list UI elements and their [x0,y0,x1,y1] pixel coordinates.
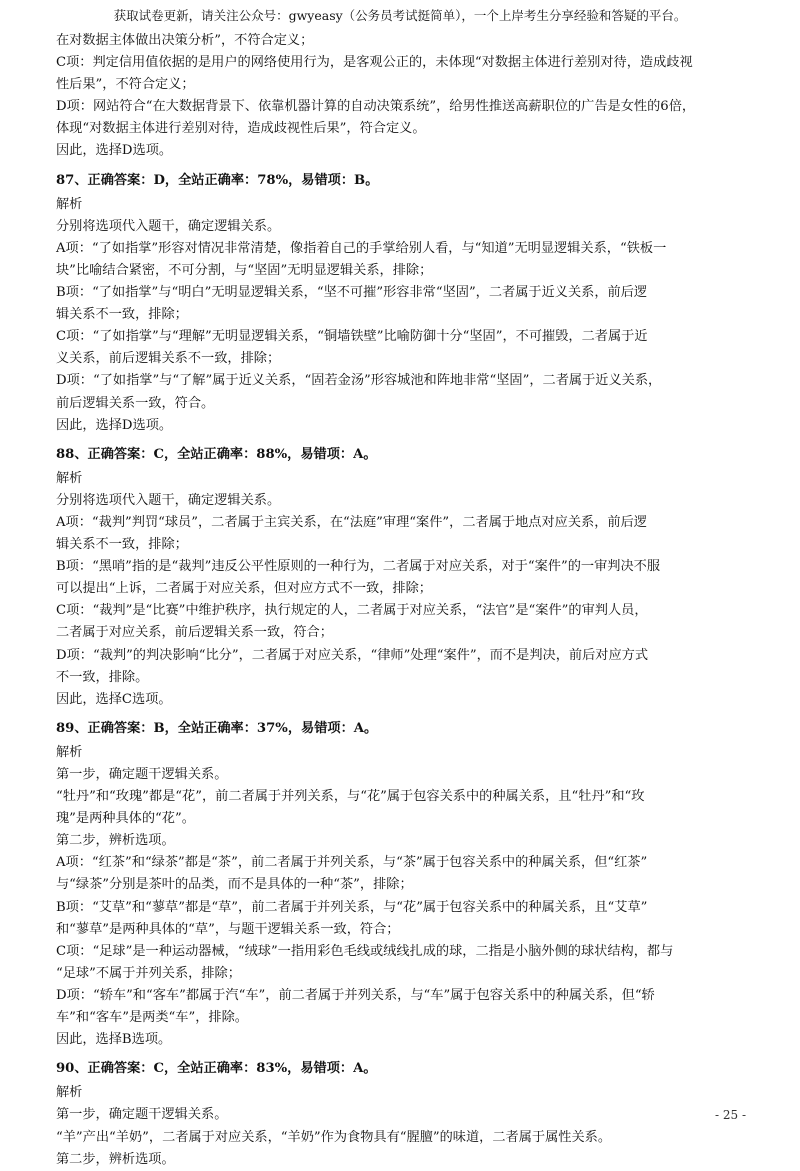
text-line: 瑰”是两种具体的“花”。 [56,811,195,827]
text-line: 第二步，辨析选项。 [56,1151,175,1167]
text-line: 体现“对数据主体进行差别对待，造成歧视性后果”，符合定义。 [56,121,426,137]
answer-heading: 88、正确答案：C，全站正确率：88%，易错项：A。 [56,446,377,462]
text-line: 第一步，确定题干逻辑关系。 [56,1107,228,1123]
text-line: B项：“黑哨”指的是“裁判”违反公平性原则的一种行为，二者属于对应关系，对于“案件”的一审判决不服 [56,559,661,575]
text-line: 性后果”，不符合定义； [56,77,195,93]
text-line: C项：“足球”是一种运动器械，“绒球”一指用彩色毛线或绒线扎成的球，二指是小脑外侧的球状结构，都与 [56,943,674,959]
page-header: 获取试卷更新，请关注公众号：gwyeasy（公务员考试挺简单），一个上岸考生分享经验和答疑的平台。 [113,8,687,23]
text-line: 解析 [56,470,83,486]
text-line: 第二步，辨析选项。 [56,833,175,849]
text-line: 与“绿茶”分别是茶叶的品类，而不是具体的一种“茶”，排除； [56,877,413,893]
text-line: 因此，选择B选项。 [56,1032,172,1048]
text-line: 第一步，确定题干逻辑关系。 [56,767,228,782]
text-line: 可以提出“上诉，二者属于对应关系，但对应方式不一致，排除； [56,581,432,597]
text-line: 车”和“客车”是两类“车”，排除。 [56,1010,248,1026]
text-line: 前后逻辑关系一致，符合。 [56,395,215,411]
text-line: 在对数据主体做出决策分析”，不符合定义； [56,33,314,48]
text-line: D项：“裁判”的判决影响“比分”，二者属于对应关系，“律师”处理“案件”，而不是判决，前后对应方式 [56,647,649,663]
text-line: A项：“裁判”判罚“球员”，二者属于主宾关系，在“法庭”审理“案件”，二者属于地点对应关系，前后逻 [56,514,647,530]
answer-heading: 87、正确答案：D，全站正确率：78%，易错项：B。 [56,172,379,188]
text-line: D项：网站符合“在大数据背景下、依靠机器计算的自动决策系统”，给男性推送高薪职位的广告是女性的6倍， [56,99,696,115]
answer-heading: 89、正确答案：B，全站正确率：37%，易错项：A。 [56,720,378,736]
text-line: 辑关系不一致，排除； [56,307,188,323]
text-line: 二者属于对应关系，前后逻辑关系一致，符合； [56,625,333,641]
text-line: 分别将选项代入题干，确定逻辑关系。 [56,492,281,508]
text-line: 块”比喻结合紧密，不可分割，与“坚固”无明显逻辑关系，排除； [56,262,433,278]
text-line: 因此，选择D选项。 [56,143,173,159]
text-line: 解析 [56,744,83,760]
text-line: “足球”不属于并列关系，排除； [56,965,241,981]
text-line: A项：“了如指掌”形容对情况非常清楚，像指着自己的手掌给别人看，与“知道”无明显逻辑关系，“铁板一 [56,240,667,256]
text-line: D项：“了如指掌”与“了解”属于近义关系，“固若金汤”形容城池和阵地非常“坚固”，二者属于近义关系， [56,373,662,389]
text-line: C项：“裁判”是“比赛”中维护秩序，执行规定的人，二者属于对应关系，“法官”是“案件”的审判人员， [56,603,648,619]
text-line: 辑关系不一致，排除； [56,537,188,553]
text-line: 和“蓼草”是两种具体的“草”，与题干逻辑关系一致，符合； [56,921,400,937]
text-line: B项：“了如指掌”与“明白”无明显逻辑关系，“坚不可摧”形容非常“坚固”，二者属于近义关系，前后逻 [56,285,648,301]
text-line: 义关系，前后逻辑关系不一致，排除； [56,351,281,367]
text-line: C项：判定信用值依据的是用户的网络使用行为，是客观公正的，未体现“对数据主体进行差别对待，造成歧视 [56,55,693,71]
text-line: C项：“了如指掌”与“理解”无明显逻辑关系，“铜墙铁壁”比喻防御十分“坚固”，不可摧毁，二者属于近 [56,329,648,345]
text-line: 因此，选择D选项。 [56,417,173,433]
text-line: 解析 [56,196,83,212]
text-line: 分别将选项代入题干，确定逻辑关系。 [56,218,281,234]
text-line: “羊”产出“羊奶”，二者属于对应关系，“羊奶”作为食物具有“腥膻”的味道，二者属于属性关系。 [56,1129,612,1145]
document-body [56,30,756,1171]
text-line: B项：“艾草”和“蓼草”都是“草”，前二者属于并列关系，与“花”属于包容关系中的种属关系，且“艾草” [56,899,648,915]
text-line: 解析 [56,1085,83,1101]
answer-heading: 90、正确答案：C，全站正确率：83%，易错项：A。 [56,1061,377,1077]
page-number: - 25 - [714,1108,746,1122]
text-line: “牡丹”和“玫瑰”都是“花”，前二者属于并列关系，与“花”属于包容关系中的种属关系，且“牡丹”和“玫 [56,789,645,805]
text-line: 因此，选择C选项。 [56,691,172,707]
text-line: A项：“红茶”和“绿茶”都是“茶”，前二者属于并列关系，与“茶”属于包容关系中的种属关系，但“红茶” [56,855,648,871]
text-line: D项：“轿车”和“客车”都属于汽“车”，前二者属于并列关系，与“车”属于包容关系中的种属关系，但“轿 [56,987,655,1003]
text-line: 不一致，排除。 [56,669,149,685]
